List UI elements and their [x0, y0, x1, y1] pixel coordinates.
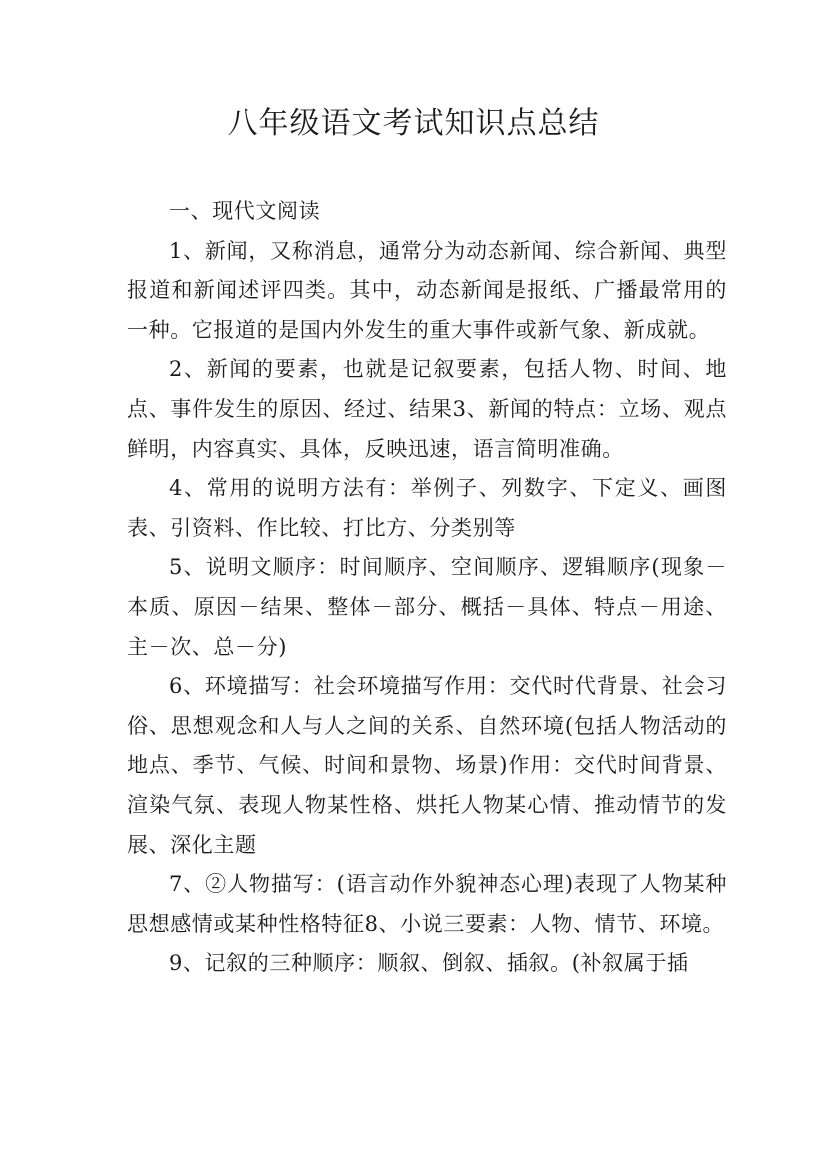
- document-body: [127, 192, 727, 984]
- paragraph-explanation-methods: 4、常用的说明方法有：举例子、列数字、下定义、画图表、引资料、作比较、打比方、分类别等: [127, 476, 727, 540]
- paragraph-environment-description: 6、环境描写：社会环境描写作用：交代时代背景、社会习俗、思想观念和人与人之间的关系、自然环境(包括人物活动的地点、季节、气候、时间和景物、场景)作用：交代时间背景、渲染气氛、表现人物某性格、烘托人物某心情、推动情节的发展、深化主题: [127, 674, 727, 857]
- document-title: 八年级语文考试知识点总结: [227, 106, 600, 141]
- paragraph-explanation-order: 5、说明文顺序：时间顺序、空间顺序、逻辑顺序(现象－本质、原因－结果、整体－部分、概括－具体、特点－用途、主－次、总－分): [127, 555, 727, 659]
- paragraph-news: 1、新闻，又称消息，通常分为动态新闻、综合新闻、典型报道和新闻述评四类。其中，动态新闻是报纸、广播最常用的一种。它报道的是国内外发生的重大事件或新气象、新成就。: [127, 238, 727, 342]
- section-heading-modern-reading: 一、现代文阅读: [169, 199, 321, 223]
- paragraph-news-elements: 2、新闻的要素，也就是记叙要素，包括人物、时间、地点、事件发生的原因、经过、结果3、新闻的特点：立场、观点鲜明，内容真实、具体，反映迅速，语言简明准确。: [127, 357, 727, 461]
- paragraph-character-description: 7、②人物描写：(语言动作外貌神态心理)表现了人物某种思想感情或某种性格特征8、小说三要素：人物、情节、环境。: [127, 872, 727, 936]
- paragraph-narrative-order: 9、记叙的三种顺序：顺叙、倒叙、插叙。(补叙属于插: [169, 951, 689, 976]
